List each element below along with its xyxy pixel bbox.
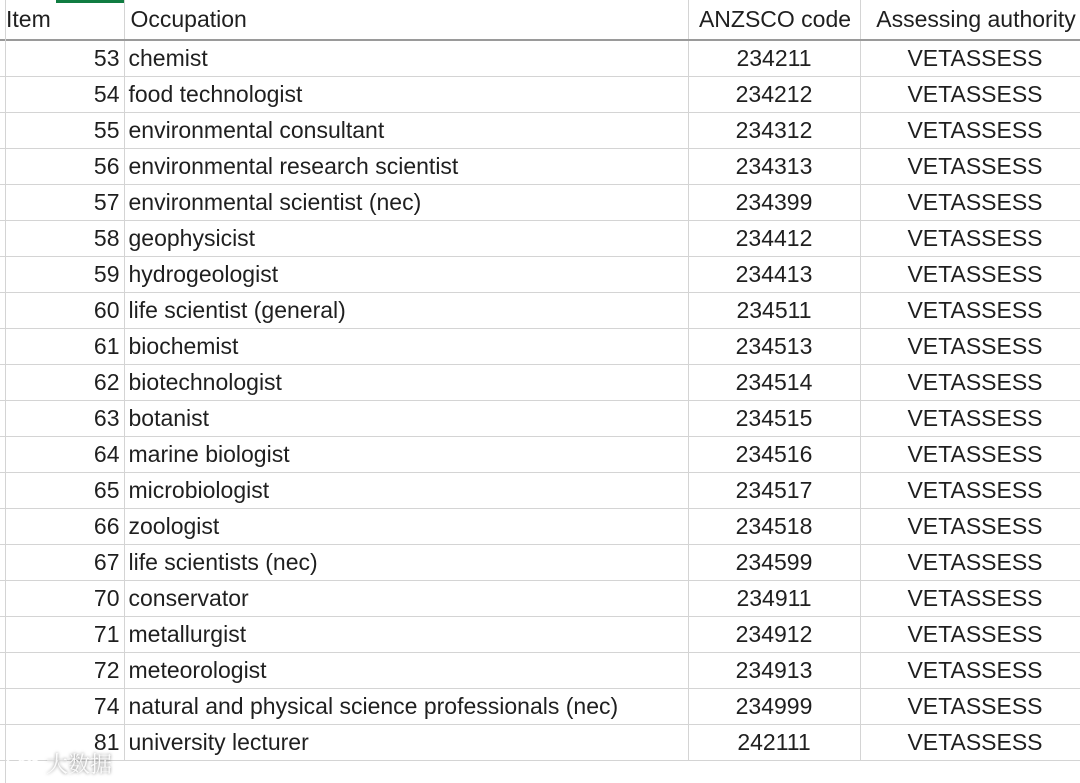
- table-row: [0, 436, 1080, 472]
- table-row: [0, 40, 1080, 76]
- table-row: [0, 472, 1080, 508]
- cell-item[interactable]: 57: [0, 184, 124, 220]
- cell-assessing-authority[interactable]: VETASSESS: [860, 508, 1080, 544]
- cell-anzsco-code[interactable]: 234517: [688, 472, 860, 508]
- cell-item[interactable]: 74: [0, 688, 124, 724]
- header-assessing-authority[interactable]: [860, 0, 1080, 40]
- cell-anzsco-code[interactable]: 234312: [688, 112, 860, 148]
- cell-occupation[interactable]: natural and physical science professionals (nec): [124, 688, 688, 724]
- watermark-text: 大数据: [46, 752, 113, 777]
- cell-anzsco-code[interactable]: 234516: [688, 436, 860, 472]
- cell-item[interactable]: 55: [0, 112, 124, 148]
- cell-item[interactable]: 61: [0, 328, 124, 364]
- cell-item[interactable]: 66: [0, 508, 124, 544]
- watermark: [6, 748, 112, 779]
- header-item-label: Item: [6, 6, 51, 32]
- cell-occupation[interactable]: environmental consultant: [124, 112, 688, 148]
- table-row: [0, 292, 1080, 328]
- table-row: [0, 148, 1080, 184]
- row-header-edge: [0, 0, 6, 783]
- cell-anzsco-code[interactable]: 234413: [688, 256, 860, 292]
- table-row: [0, 76, 1080, 112]
- cell-anzsco-code[interactable]: 234211: [688, 40, 860, 76]
- cell-item[interactable]: 54: [0, 76, 124, 112]
- header-item[interactable]: [0, 0, 124, 40]
- cell-item[interactable]: 65: [0, 472, 124, 508]
- cell-assessing-authority[interactable]: VETASSESS: [860, 688, 1080, 724]
- table-row: [0, 112, 1080, 148]
- cell-item[interactable]: 53: [0, 40, 124, 76]
- cell-occupation[interactable]: zoologist: [124, 508, 688, 544]
- cell-anzsco-code[interactable]: 234514: [688, 364, 860, 400]
- cell-item[interactable]: 59: [0, 256, 124, 292]
- cell-item[interactable]: 67: [0, 544, 124, 580]
- cell-assessing-authority[interactable]: VETASSESS: [860, 112, 1080, 148]
- cell-item[interactable]: 62: [0, 364, 124, 400]
- cell-anzsco-code[interactable]: 234911: [688, 580, 860, 616]
- cell-assessing-authority[interactable]: VETASSESS: [860, 220, 1080, 256]
- cell-anzsco-code[interactable]: 234518: [688, 508, 860, 544]
- header-authority-label: Assessing authority: [876, 6, 1076, 32]
- cell-occupation[interactable]: life scientist (general): [124, 292, 688, 328]
- cell-anzsco-code[interactable]: 234212: [688, 76, 860, 112]
- cell-item[interactable]: 58: [0, 220, 124, 256]
- cell-item[interactable]: 81: [0, 724, 124, 760]
- cell-assessing-authority[interactable]: VETASSESS: [860, 184, 1080, 220]
- header-anzsco-code[interactable]: [688, 0, 860, 40]
- cell-selection-indicator: [56, 0, 124, 3]
- cell-anzsco-code[interactable]: 234313: [688, 148, 860, 184]
- table-row: [0, 400, 1080, 436]
- table-row: [0, 652, 1080, 688]
- cell-assessing-authority[interactable]: VETASSESS: [860, 652, 1080, 688]
- cell-occupation[interactable]: environmental scientist (nec): [124, 184, 688, 220]
- cell-anzsco-code[interactable]: 242111: [688, 724, 860, 760]
- cell-anzsco-code[interactable]: 234599: [688, 544, 860, 580]
- cell-occupation[interactable]: meteorologist: [124, 652, 688, 688]
- cell-assessing-authority[interactable]: VETASSESS: [860, 256, 1080, 292]
- cell-assessing-authority[interactable]: VETASSESS: [860, 40, 1080, 76]
- table-row: [0, 364, 1080, 400]
- cell-item[interactable]: 60: [0, 292, 124, 328]
- cell-item[interactable]: 70: [0, 580, 124, 616]
- cell-occupation[interactable]: biochemist: [124, 328, 688, 364]
- cell-occupation[interactable]: environmental research scientist: [124, 148, 688, 184]
- table-row: [0, 688, 1080, 724]
- logo-icon: [6, 753, 40, 775]
- cell-item[interactable]: 72: [0, 652, 124, 688]
- header-row: [0, 0, 1080, 40]
- cell-item[interactable]: 71: [0, 616, 124, 652]
- table-row: [0, 256, 1080, 292]
- cell-assessing-authority[interactable]: VETASSESS: [860, 328, 1080, 364]
- cell-assessing-authority[interactable]: VETASSESS: [860, 364, 1080, 400]
- cell-occupation[interactable]: hydrogeologist: [124, 256, 688, 292]
- table-row: [0, 328, 1080, 364]
- cell-occupation[interactable]: food technologist: [124, 76, 688, 112]
- table-row: [0, 580, 1080, 616]
- cell-anzsco-code[interactable]: 234912: [688, 616, 860, 652]
- cell-occupation[interactable]: biotechnologist: [124, 364, 688, 400]
- cell-anzsco-code[interactable]: 234399: [688, 184, 860, 220]
- table-row: [0, 220, 1080, 256]
- cell-assessing-authority[interactable]: VETASSESS: [860, 292, 1080, 328]
- cell-occupation[interactable]: chemist: [124, 40, 688, 76]
- cell-occupation[interactable]: life scientists (nec): [124, 544, 688, 580]
- cell-item[interactable]: 64: [0, 436, 124, 472]
- cell-occupation[interactable]: marine biologist: [124, 436, 688, 472]
- cell-occupation[interactable]: university lecturer: [124, 724, 688, 760]
- cell-assessing-authority[interactable]: VETASSESS: [860, 580, 1080, 616]
- cell-item[interactable]: 56: [0, 148, 124, 184]
- table-row: [0, 724, 1080, 760]
- cell-anzsco-code[interactable]: 234913: [688, 652, 860, 688]
- table-row: [0, 544, 1080, 580]
- header-occupation-label: Occupation: [130, 6, 247, 32]
- cell-assessing-authority[interactable]: VETASSESS: [860, 148, 1080, 184]
- cell-occupation[interactable]: conservator: [124, 580, 688, 616]
- header-code-label: ANZSCO code: [698, 6, 852, 32]
- cell-assessing-authority[interactable]: VETASSESS: [860, 436, 1080, 472]
- cell-anzsco-code[interactable]: 234999: [688, 688, 860, 724]
- cell-item[interactable]: 63: [0, 400, 124, 436]
- cell-anzsco-code[interactable]: 234513: [688, 328, 860, 364]
- cell-anzsco-code[interactable]: 234412: [688, 220, 860, 256]
- cell-occupation[interactable]: botanist: [124, 400, 688, 436]
- cell-occupation[interactable]: geophysicist: [124, 220, 688, 256]
- cell-anzsco-code[interactable]: 234511: [688, 292, 860, 328]
- cell-assessing-authority[interactable]: VETASSESS: [860, 724, 1080, 760]
- cell-assessing-authority[interactable]: VETASSESS: [860, 616, 1080, 652]
- table-row: [0, 184, 1080, 220]
- cell-occupation[interactable]: metallurgist: [124, 616, 688, 652]
- cell-assessing-authority[interactable]: VETASSESS: [860, 76, 1080, 112]
- cell-assessing-authority[interactable]: VETASSESS: [860, 472, 1080, 508]
- table-row: [0, 616, 1080, 652]
- cell-anzsco-code[interactable]: 234515: [688, 400, 860, 436]
- cell-assessing-authority[interactable]: VETASSESS: [860, 544, 1080, 580]
- cell-assessing-authority[interactable]: VETASSESS: [860, 400, 1080, 436]
- cell-occupation[interactable]: microbiologist: [124, 472, 688, 508]
- header-occupation[interactable]: [124, 0, 688, 40]
- table-row: [0, 508, 1080, 544]
